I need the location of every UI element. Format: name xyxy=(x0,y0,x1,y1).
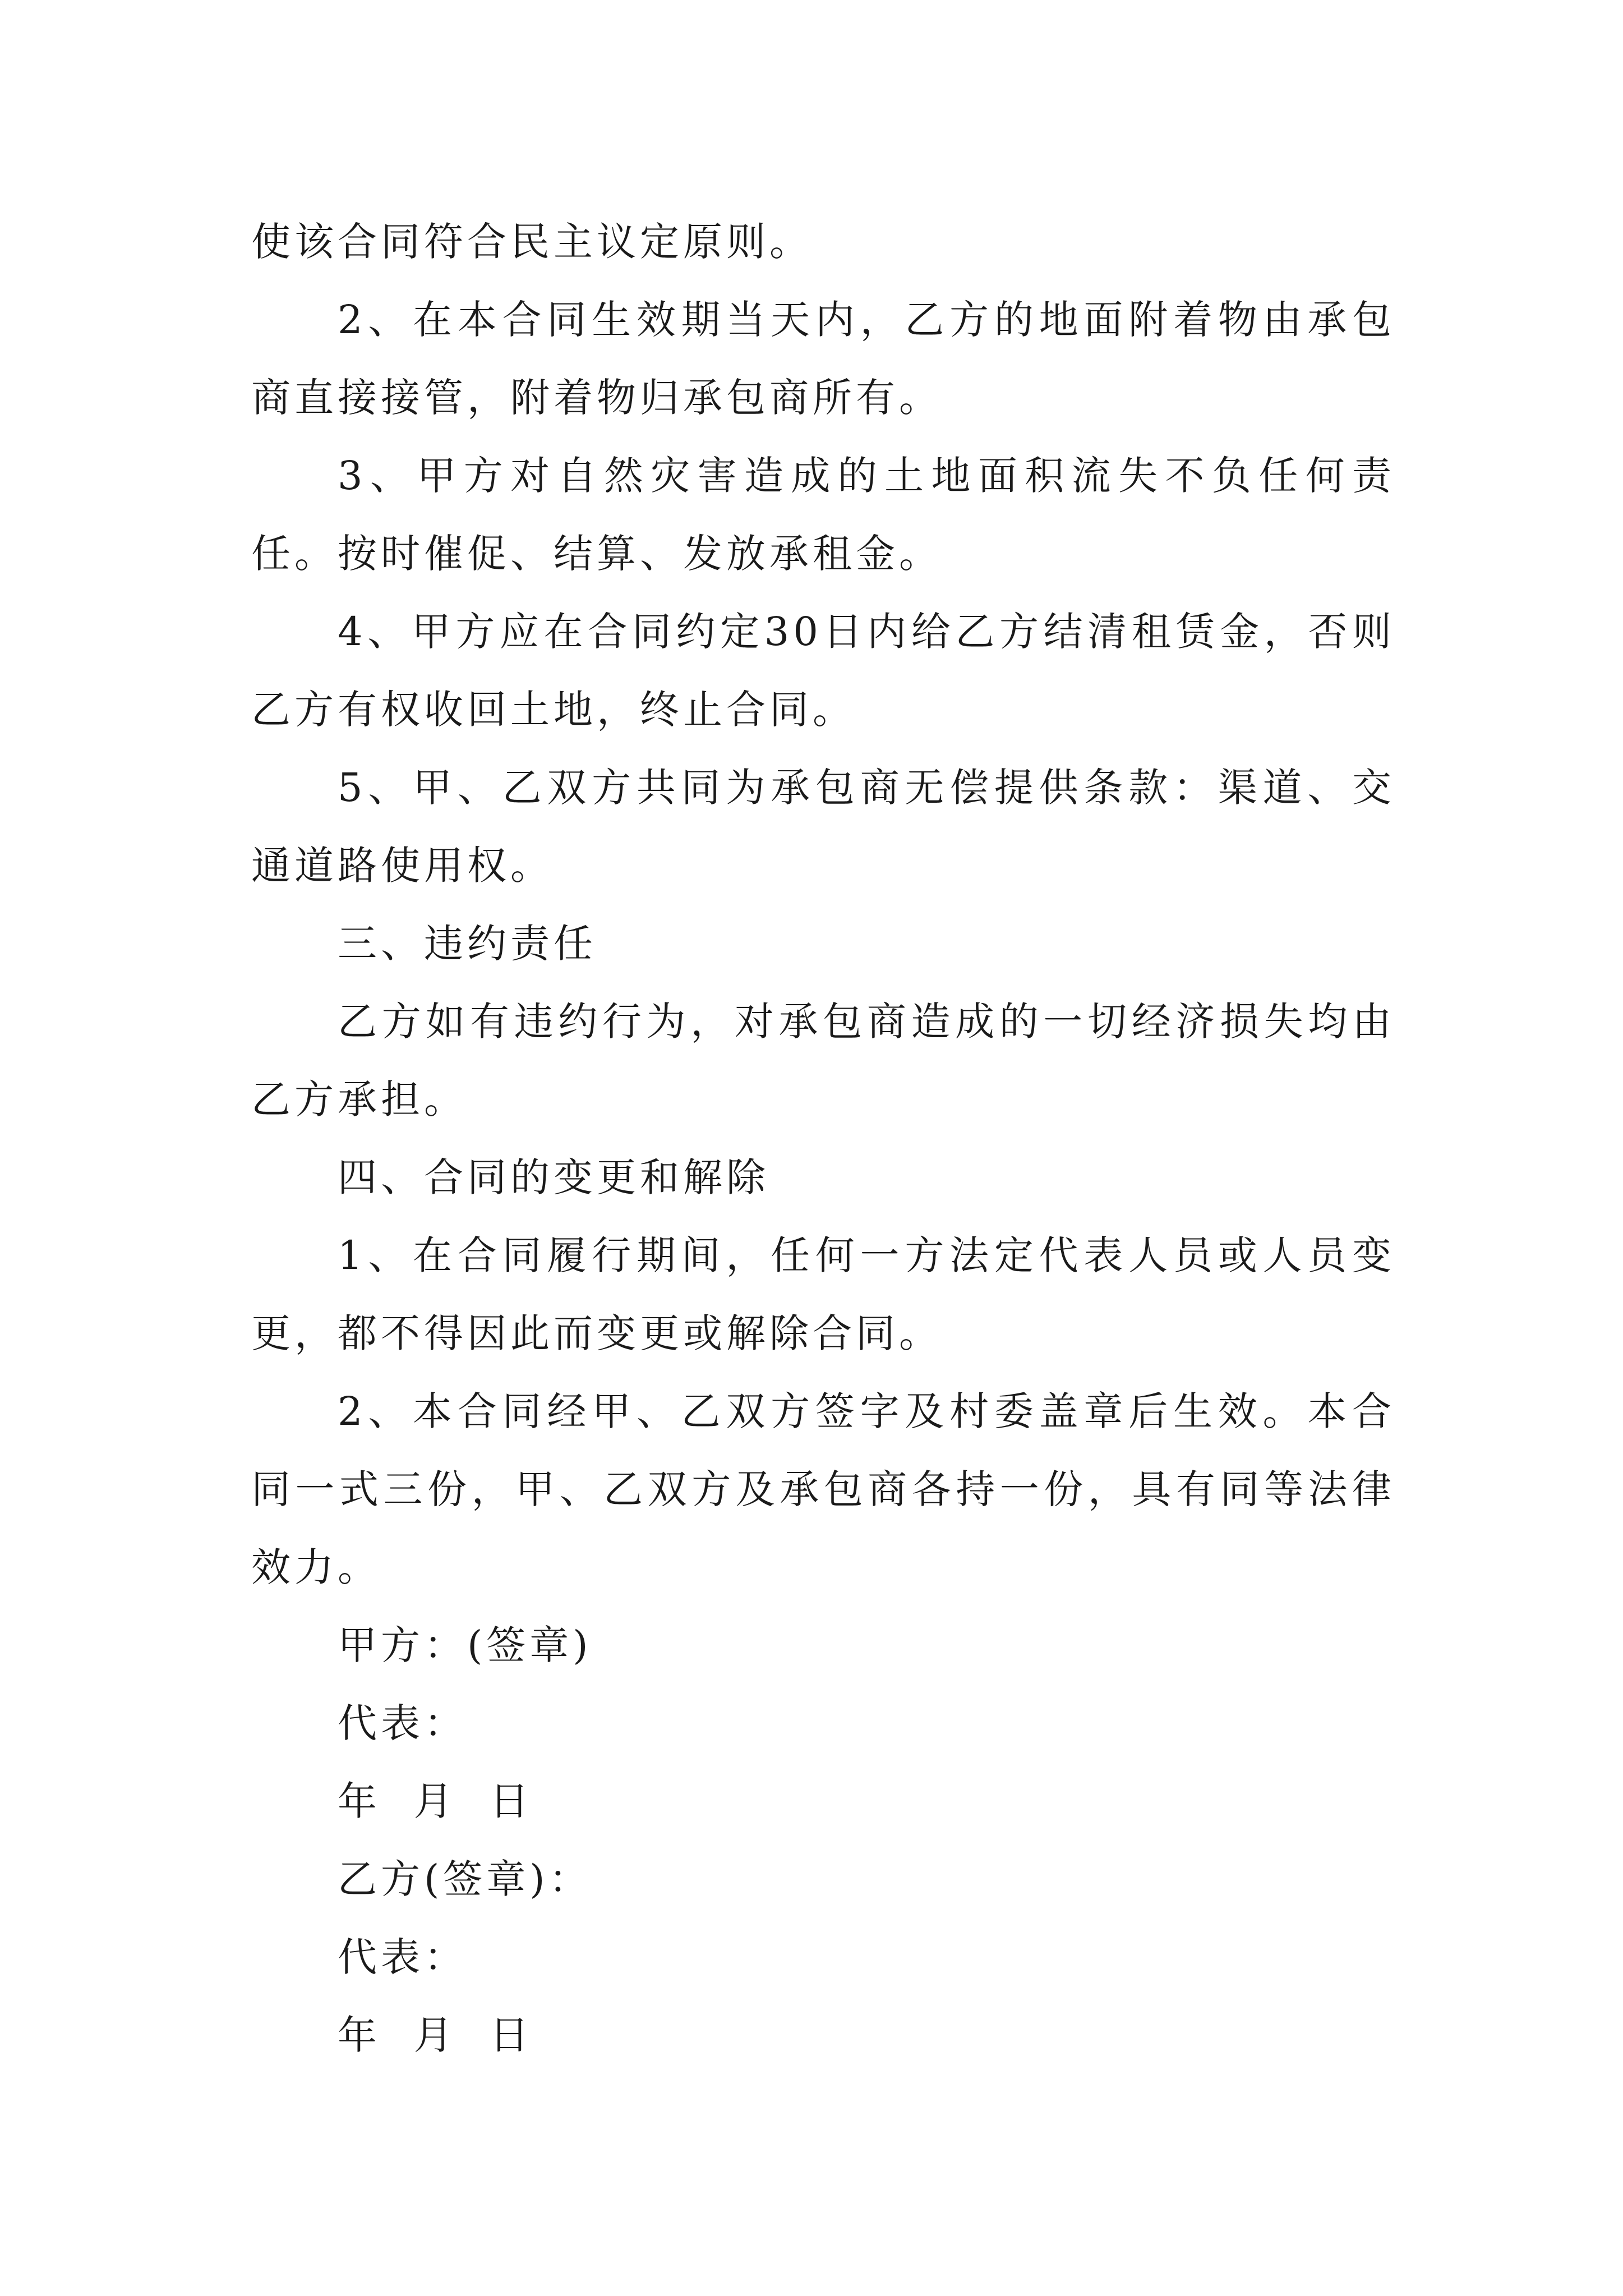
clause-4-payment: 4、甲方应在合同约定30日内给乙方结清租赁金，否则乙方有权收回土地，终止合同。 xyxy=(251,609,1395,733)
change-clause-1: 1、在合同履行期间，任何一方法定代表人员或人员变更，都不得因此而变更或解除合同。 xyxy=(251,1232,1395,1356)
change-clause-2: 2、本合同经甲、乙双方签字及村委盖章后生效。本合同一式三份，甲、乙双方及承包商各持一份，具有同等法律效力。 xyxy=(251,1388,1395,1590)
breach-clause: 乙方如有违约行为，对承包商造成的一切经济损失均由乙方承担。 xyxy=(251,999,1395,1122)
contract-body xyxy=(251,203,1395,2074)
clause-2-handover: 2、在本合同生效期当天内，乙方的地面附着物由承包商直接接管，附着物归承包商所有。 xyxy=(251,297,1395,421)
party-b-signature-label: 乙方(签章)： xyxy=(338,1856,592,1902)
section-heading-breach: 三、违约责任 xyxy=(338,921,597,967)
party-a-signature-label: 甲方：(签章) xyxy=(338,1622,592,1668)
clause-3-liability: 3、甲方对自然灾害造成的土地面积流失不负任何责任。按时催促、结算、发放承租金。 xyxy=(251,453,1395,577)
section-heading-change: 四、合同的变更和解除 xyxy=(338,1154,769,1200)
party-a-representative: 代表： xyxy=(338,1700,467,1746)
party-b-representative: 代表： xyxy=(338,1934,467,1980)
party-a-date: 年 月 日 xyxy=(338,1778,533,1824)
paragraph-continuation: 使该合同符合民主议定原则。 xyxy=(251,219,813,265)
party-b-date: 年 月 日 xyxy=(338,2012,533,2058)
clause-5-access-rights: 5、甲、乙双方共同为承包商无偿提供条款：渠道、交通道路使用权。 xyxy=(251,765,1395,889)
